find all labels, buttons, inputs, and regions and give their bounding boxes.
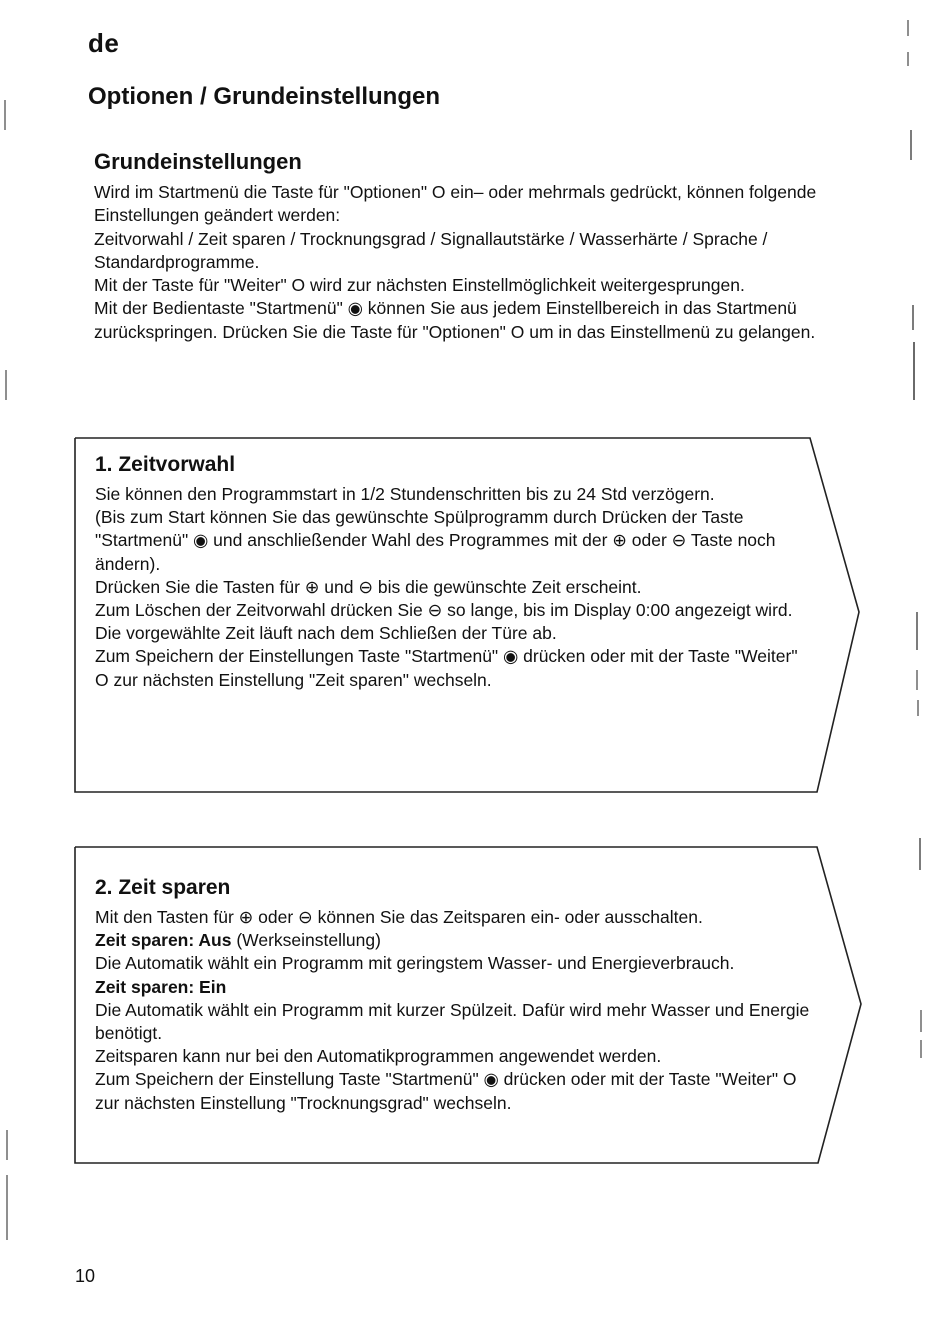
page-title: Optionen / Grundeinstellungen	[88, 83, 440, 110]
ein-label: Zeit sparen: Ein	[95, 976, 227, 997]
zeit-sparen-box	[75, 846, 865, 1164]
language-code: de	[88, 28, 120, 58]
page-number: 10	[75, 1266, 96, 1286]
zeitvorwahl-line: Die vorgewählte Zeit läuft nach dem Schließen der Türe ab.	[95, 623, 557, 644]
aus-label: Zeit sparen: Aus	[95, 930, 232, 951]
intro-paragraph: Zeitvorwahl / Zeit sparen / Trocknungsgrad / Signallautstärke / Wasserhärte / Sprache / Standardprogramme.	[94, 228, 768, 272]
zeit-sparen-ein	[95, 976, 825, 999]
intro-paragraph: Mit der Bedientaste "Startmenü" ◉ können Sie aus jedem Einstellbereich in das Startmenü zurückspringen. Drücken Sie die Taste für "Optionen" O um in das Einstellmenü zu gelangen.	[94, 298, 816, 342]
intro-paragraph: Wird im Startmenü die Taste für "Optionen" O ein– oder mehrmals gedrückt, können folgende Einstellungen geändert werden:	[94, 182, 817, 226]
zeit-sparen-ein-text: Die Automatik wählt ein Programm mit kurzer Spülzeit. Dafür wird mehr Wasser und Energie benötigt.	[95, 999, 810, 1044]
zeit-sparen-line: Zum Speichern der Einstellung Taste "Startmenü" ◉ drücken oder mit der Taste "Weiter" O zur nächsten Einstellung "Trocknungsgrad" wechseln.	[95, 1069, 797, 1113]
zeitvorwahl-line: Drücken Sie die Tasten für ⊕ und ⊖ bis die gewünschte Zeit erscheint.	[95, 576, 642, 597]
zeitvorwahl-line: (Bis zum Start können Sie das gewünschte Spülprogramm durch Drücken der Taste "Startmenü" ◉ und anschließender Wahl des Programmes mit der ⊕ oder ⊖ Taste noch ändern).	[95, 507, 776, 574]
zeit-sparen-aus	[95, 929, 825, 952]
zeit-sparen-aus-text: Die Automatik wählt ein Programm mit geringstem Wasser- und Energieverbrauch.	[95, 953, 735, 974]
zeitvorwahl-content	[95, 453, 815, 692]
zeit-sparen-line: Zeitsparen kann nur bei den Automatikprogrammen angewendet werden.	[95, 1046, 662, 1067]
zeitvorwahl-box	[75, 437, 865, 793]
intro-text	[94, 181, 854, 344]
zeitvorwahl-line: Zum Speichern der Einstellungen Taste "Startmenü" ◉ drücken oder mit der Taste "Weiter" O zur nächsten Einstellung "Zeit sparen" wechseln.	[95, 646, 798, 690]
zeitvorwahl-line: Sie können den Programmstart in 1/2 Stundenschritten bis zu 24 Std verzögern.	[95, 484, 715, 504]
section-heading: Grundeinstellungen	[94, 149, 302, 174]
zeit-sparen-heading: 2. Zeit sparen	[95, 876, 231, 899]
zeit-sparen-content	[95, 876, 825, 1115]
zeitvorwahl-heading: 1. Zeitvorwahl	[95, 453, 236, 476]
zeit-sparen-line: Mit den Tasten für ⊕ oder ⊖ können Sie das Zeitsparen ein- oder ausschalten.	[95, 907, 703, 927]
intro-paragraph: Mit der Taste für "Weiter" O wird zur nächsten Einstellmöglichkeit weitergesprungen.	[94, 275, 745, 296]
aus-suffix: (Werkseinstellung)	[231, 930, 381, 951]
zeitvorwahl-line: Zum Löschen der Zeitvorwahl drücken Sie ⊖ so lange, bis im Display 0:00 angezeigt wird.	[95, 600, 793, 621]
